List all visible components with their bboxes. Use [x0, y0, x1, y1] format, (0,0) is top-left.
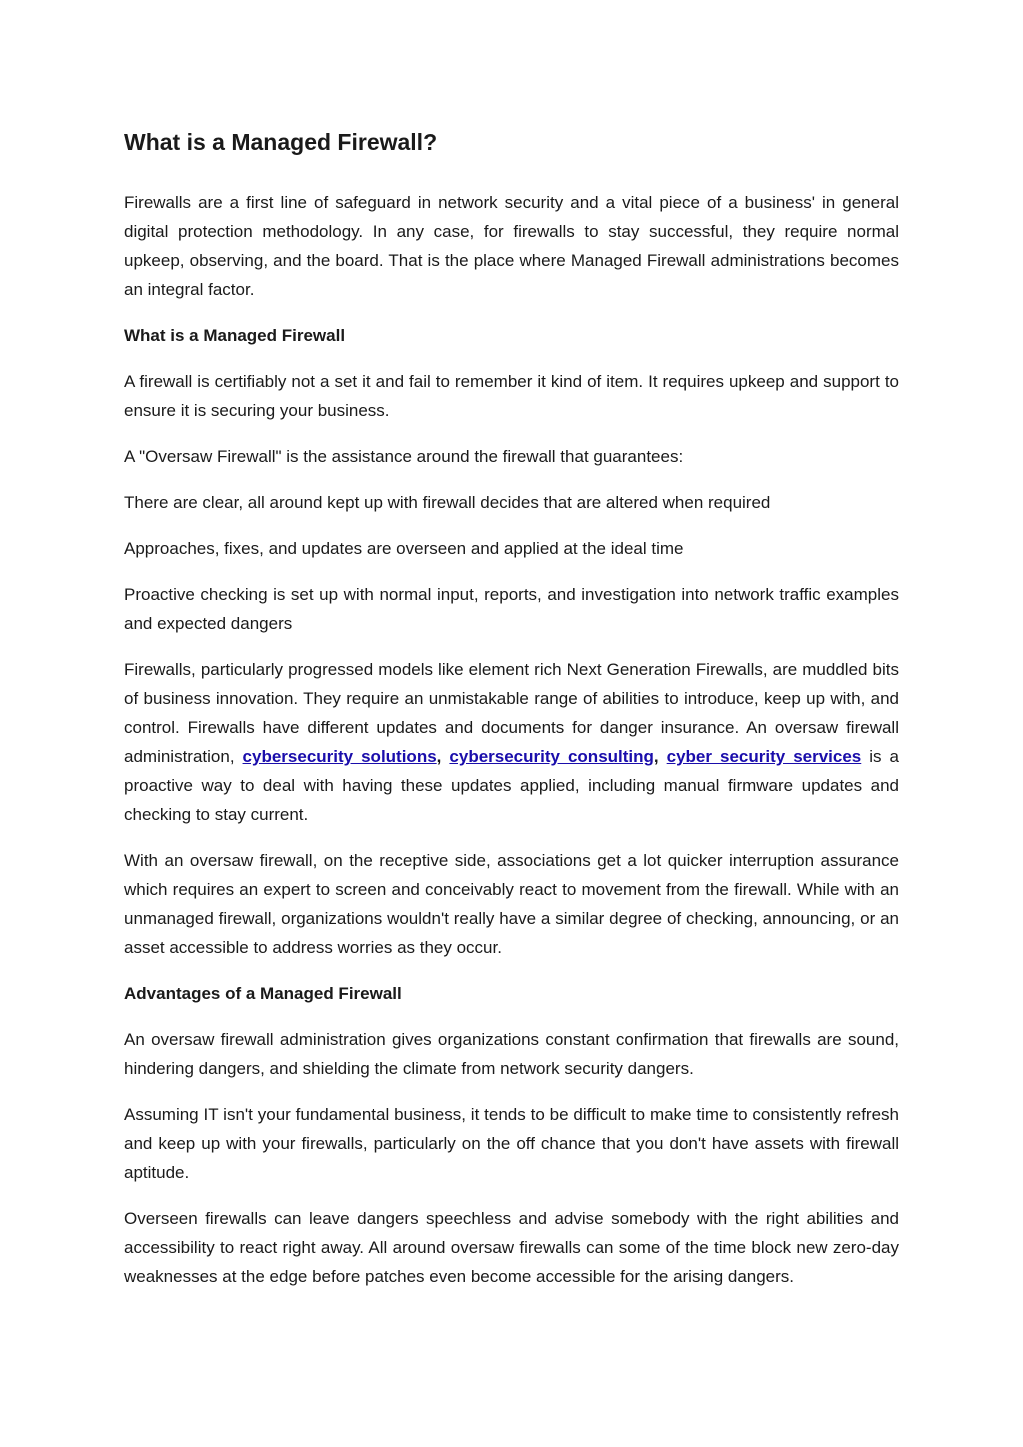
paragraph: With an oversaw firewall, on the receptive side, associations get a lot quicker interruption assurance which requires an expert to screen and conceivably react to movement from the firewall. While with an unmanaged firewall, organizations wouldn't really have a similar degree of checking, announcing, or an asset accessible to address worries as they occur.	[124, 851, 899, 957]
paragraph: Proactive checking is set up with normal input, reports, and investigation into network traffic examples and expected dangers	[124, 585, 899, 633]
intro-paragraph: Firewalls are a first line of safeguard in network security and a vital piece of a business' in general digital protection methodology. In any case, for firewalls to stay successful, they require normal upkeep, observing, and the board. That is the place where Managed Firewall administrations becomes an integral factor.	[124, 193, 899, 299]
paragraph: There are clear, all around kept up with firewall decides that are altered when required	[124, 493, 771, 512]
link-cyber-security-services[interactable]: cyber security services	[666, 747, 862, 766]
section-heading-what-is: What is a Managed Firewall	[124, 326, 346, 345]
paragraph: Assuming IT isn't your fundamental business, it tends to be difficult to make time to consistently refresh and keep up with your firewalls, particularly on the off chance that you don't have assets with firewall aptitude.	[124, 1105, 899, 1182]
document-page	[124, 122, 899, 1308]
paragraph: Approaches, fixes, and updates are overseen and applied at the ideal time	[124, 539, 684, 558]
paragraph: Overseen firewalls can leave dangers speechless and advise somebody with the right abilities and accessibility to react right away. All around oversaw firewalls can some of the time block new zero-day weaknesses at the edge before patches even become accessible for the arising dangers.	[124, 1209, 899, 1286]
paragraph-text: Firewalls, particularly progressed models like element rich Next Generation Firewalls, are muddled bits of business innovation. They require an unmistakable range of abilities to introduce, keep up with, and control. Firewalls have different updates and documents for danger insurance. An oversaw firewall administration,	[124, 660, 899, 766]
link-cybersecurity-consulting[interactable]: cybersecurity consulting	[449, 747, 654, 766]
separator: ,	[653, 747, 659, 766]
section-heading-advantages: Advantages of a Managed Firewall	[124, 984, 402, 1003]
paragraph: A firewall is certifiably not a set it and fail to remember it kind of item. It requires upkeep and support to ensure it is securing your business.	[124, 372, 899, 420]
paragraph-text: is a proactive way to deal with having these updates applied, including manual firmware updates and checking to stay current.	[124, 747, 899, 824]
link-cybersecurity-solutions[interactable]: cybersecurity solutions	[242, 747, 437, 766]
paragraph: A "Oversaw Firewall" is the assistance around the firewall that guarantees:	[124, 447, 684, 466]
page-title: What is a Managed Firewall?	[124, 129, 438, 155]
separator: ,	[436, 747, 442, 766]
paragraph: An oversaw firewall administration gives organizations constant confirmation that firewalls are sound, hindering dangers, and shielding the climate from network security dangers.	[124, 1030, 899, 1078]
paragraph-with-links	[124, 655, 899, 829]
